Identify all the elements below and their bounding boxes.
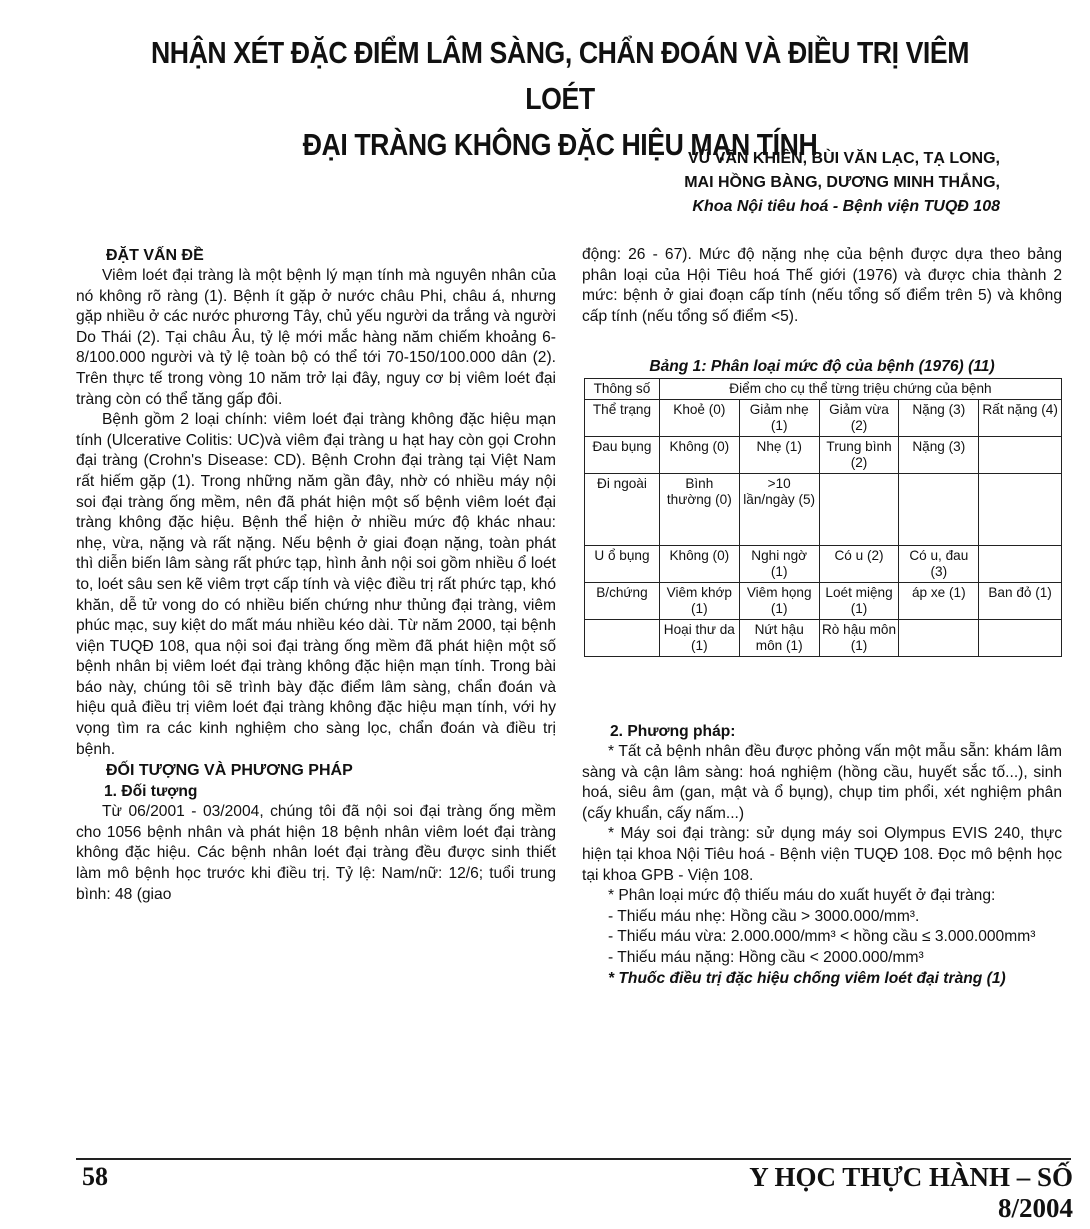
severity-table xyxy=(584,378,1062,657)
author-block xyxy=(560,147,1000,219)
table-row xyxy=(585,474,1062,546)
continued-paragraph: động: 26 - 67). Mức độ nặng nhẹ của bệnh được dựa theo bảng phân loại của Hội Tiêu hoá Thế giới (1976) và được chia thành 2 mức: bệnh ở giai đoạn cấp tính (nếu tổng số điểm trên 5) và không cấp tính (nếu tổng số điểm <5). xyxy=(582,246,1062,325)
table-cell: Khoẻ (0) xyxy=(659,400,739,437)
table-cell: Nặng (3) xyxy=(899,437,979,474)
table-header-cell: Điểm cho cụ thể từng triệu chứng của bệnh xyxy=(659,379,1061,400)
subjects-paragraph: Từ 06/2001 - 03/2004, chúng tôi đã nội soi đại tràng ống mềm cho 1056 bệnh nhân và phát hiện 18 bệnh nhân viêm loét đại tràng không đặc hiệu. Các bệnh nhân loét đại tràng đều được sinh thiết làm mô bệnh học trước khi điều trị. Tỷ lệ: Nam/nữ: 12/6; tuổi trung bình: 48 (giao xyxy=(76,803,556,903)
table-cell: Nặng (3) xyxy=(899,400,979,437)
table-cell: >10 lần/ngày (5) xyxy=(739,474,819,546)
table-cell: Viêm khớp (1) xyxy=(659,583,739,620)
table-cell: áp xe (1) xyxy=(899,583,979,620)
methods-item-2: * Máy soi đại tràng: sử dụng máy soi Olympus EVIS 240, thực hiện tại khoa Nội Tiêu hoá - Bệnh viện TUQĐ 108. Đọc mô bệnh học tại khoa GPB - Viện 108. xyxy=(582,825,1062,884)
table-cell: Nứt hậu môn (1) xyxy=(739,620,819,657)
affiliation: Khoa Nội tiêu hoá - Bệnh viện TUQĐ 108 xyxy=(692,198,1000,215)
section-heading-methods: ĐỐI TƯỢNG VÀ PHƯƠNG PHÁP xyxy=(106,762,353,780)
table-cell xyxy=(819,474,899,546)
table-cell: Thể trạng xyxy=(585,400,660,437)
table-cell: B/chứng xyxy=(585,583,660,620)
table-cell: Không (0) xyxy=(659,437,739,474)
table-cell: Rò hậu môn (1) xyxy=(819,620,899,657)
table-cell: Đau bụng xyxy=(585,437,660,474)
table-header-row xyxy=(585,379,1062,400)
table-cell: Đi ngoài xyxy=(585,474,660,546)
subheading-methods: 2. Phương pháp: xyxy=(610,723,736,740)
footer-divider xyxy=(76,1158,1071,1160)
table-cell: Nghi ngờ (1) xyxy=(739,546,819,583)
table-cell: Có u, đau (3) xyxy=(899,546,979,583)
table-row xyxy=(585,400,1062,437)
table-cell: Rất nặng (4) xyxy=(979,400,1062,437)
table-cell: Loét miệng (1) xyxy=(819,583,899,620)
table-cell: Nhẹ (1) xyxy=(739,437,819,474)
table-caption: Bảng 1: Phân loại mức độ của bệnh (1976) (11) xyxy=(649,358,995,375)
methods-item-7: * Thuốc điều trị đặc hiệu chống viêm loét đại tràng (1) xyxy=(608,969,1006,987)
table-cell xyxy=(899,474,979,546)
table-cell xyxy=(585,620,660,657)
table-cell: Trung bình (2) xyxy=(819,437,899,474)
methods-item-1: * Tất cả bệnh nhân đều được phỏng vấn một mẫu sẵn: khám lâm sàng và cận lâm sàng: hoá nghiệm (hồng cầu, huyết sắc tố...), sinh hoá, siêu âm (gan, mật và ổ bụng), chụp tim phổi, xét nghiệm phân (cấy khuẩn, cấy nấm...) xyxy=(582,743,1062,822)
table-row xyxy=(585,583,1062,620)
table-cell: Giảm vừa (2) xyxy=(819,400,899,437)
table-cell xyxy=(979,620,1062,657)
table-header-cell: Thông số xyxy=(585,379,660,400)
table-cell: Không (0) xyxy=(659,546,739,583)
title-line-2: ĐẠI TRÀNG KHÔNG ĐẶC HIỆU MẠN TÍNH xyxy=(302,127,818,162)
table-cell xyxy=(899,620,979,657)
authors-line-2: MAI HỒNG BÀNG, DƯƠNG MINH THẮNG, xyxy=(684,174,1000,191)
table-cell: Hoại thư da (1) xyxy=(659,620,739,657)
table-cell: Bình thường (0) xyxy=(659,474,739,546)
intro-paragraph-1: Viêm loét đại tràng là một bệnh lý mạn tính mà nguyên nhân của nó không rõ ràng (1). Bệnh ít gặp ở nước châu Phi, châu á, nhưng gặp nhiều ở các nước phương Tây, chủ yếu người da trắng và người Do Thái (2). Tại châu Âu, tỷ lệ mới mắc hàng năm chiếm khoảng 6-8/100.000 người và tỷ lệ toàn bộ có thể tới 70-150/100.000 dân (2). Trên thực tế trong vòng 10 năm trở lại đây, nguy cơ bị viêm loét đại tràng còn có thể tăng gấp đôi. xyxy=(76,267,556,408)
table-cell: U ổ bụng xyxy=(585,546,660,583)
table-row xyxy=(585,437,1062,474)
journal-footer: Y HỌC THỰC HÀNH – SỐ 8/2004 xyxy=(749,1162,1073,1223)
title-line-1: NHẬN XÉT ĐẶC ĐIỂM LÂM SÀNG, CHẨN ĐOÁN VÀ ĐIỀU TRỊ VIÊM LOÉT xyxy=(150,35,970,116)
table-row xyxy=(585,546,1062,583)
authors-line-1: VŨ VĂN KHIÊN, BÙI VĂN LẠC, TẠ LONG, xyxy=(687,150,1000,167)
table-cell: Ban đỏ (1) xyxy=(979,583,1062,620)
table-cell xyxy=(979,546,1062,583)
intro-paragraph-2: Bệnh gồm 2 loại chính: viêm loét đại tràng không đặc hiệu mạn tính (Ulcerative Colitis: UC)và viêm đại tràng u hạt hay còn gọi Crohn đại tràng (Crohn's Disease: CD). Bệnh Crohn đại tràng tại Việt Nam rất hiếm gặp (1). Trong những năm gần đây, nhờ có nhiều máy nội soi đại tràng ống mềm, nên đã phát hiện một số bệnh viêm loét đại tràng không đặc hiệu. Bệnh thể hiện ở nhiều mức độ khác nhau: nhẹ, vừa, nặng và rất nặng. Nếu bệnh ở giai đoạn nặng, toàn phát thì diễn biến lâm sàng rất phức tạp, hình ảnh nội soi gồm nhiều ổ loét to, loét sâu sen kẽ viêm trợt cấp tính và việc điều trị rất phức tạp, khó khăn, dễ tử vong do có nhiều biến chứng như thủng đại tràng, viêm phúc mạc, suy kiệt do mất máu nhiều kéo dài. Từ năm 2000, tại bệnh viện TUQĐ 108, qua nội soi đại tràng ống mềm đã phát hiện một số bệnh nhân bị viêm loét đại tràng không đặc hiện mạn tính. Trong bài báo này, chúng tôi sẽ trình bày đặc điểm lâm sàng, chẩn đoán và hiệu quả điều trị viêm loét đại tràng không đặc hiệu mạn tính, với hy vọng tìm ra các kinh nghiệm cho sàng lọc, chẩn đoán và điều trị bệnh. xyxy=(76,411,556,758)
table-cell: Có u (2) xyxy=(819,546,899,583)
methods-item-5: - Thiếu máu vừa: 2.000.000/mm³ < hồng cầu ≤ 3.000.000mm³ xyxy=(608,928,1036,946)
table-cell: Viêm họng (1) xyxy=(739,583,819,620)
methods-item-4: - Thiếu máu nhẹ: Hồng cầu > 3000.000/mm³. xyxy=(608,907,920,925)
subheading-subjects: 1. Đối tượng xyxy=(104,783,198,801)
table-cell xyxy=(979,437,1062,474)
left-column xyxy=(76,245,556,905)
table-row xyxy=(585,620,1062,657)
page-number: 58 xyxy=(82,1162,108,1191)
methods-item-3: * Phân loại mức độ thiếu máu do xuất huyết ở đại tràng: xyxy=(608,887,996,905)
methods-item-6: - Thiếu máu nặng: Hồng cầu < 2000.000/mm³ xyxy=(608,948,924,966)
table-cell xyxy=(979,474,1062,546)
right-column-top xyxy=(582,245,1062,327)
section-heading-introduction: ĐẶT VẤN ĐỀ xyxy=(106,247,204,264)
table-cell: Giảm nhẹ (1) xyxy=(739,400,819,437)
right-column-bottom xyxy=(582,721,1062,989)
